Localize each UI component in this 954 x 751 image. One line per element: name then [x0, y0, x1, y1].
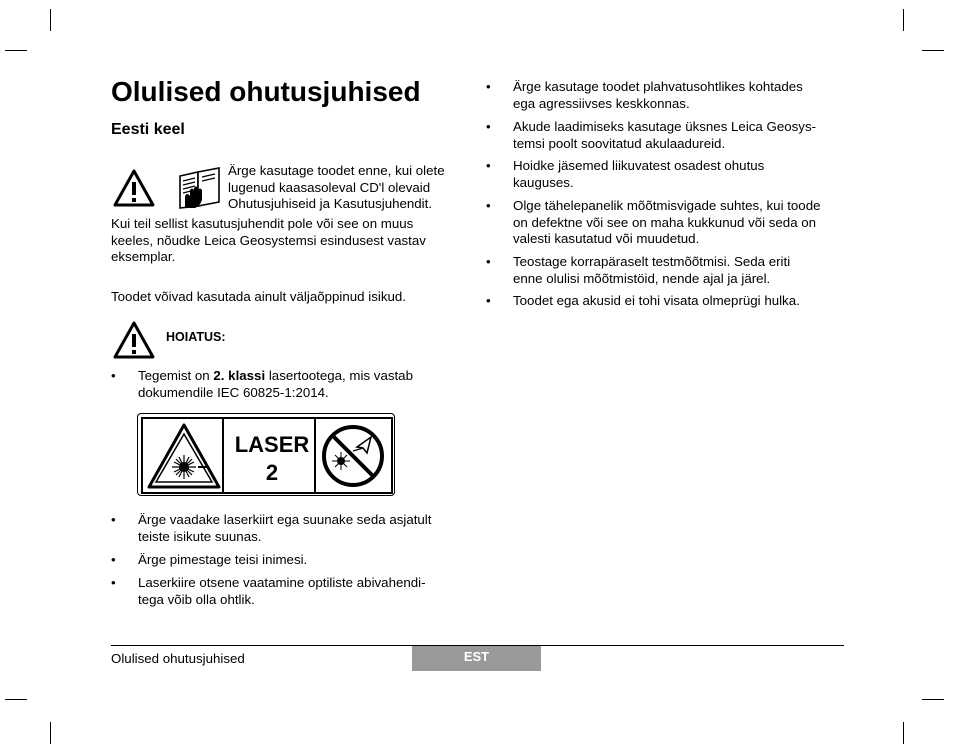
laser-class-text: dokumendile IEC 60825-1:2014. — [138, 384, 329, 400]
intro-line: keeles, nõudke Leica Geosystemsi esindusest vastav — [111, 232, 426, 248]
bullet: • — [486, 119, 491, 134]
crop-mark — [50, 722, 51, 744]
bullet: • — [486, 254, 491, 269]
footer-section-title: Olulised ohutusjuhised — [111, 651, 245, 666]
list-item-text: Akude laadimiseks kasutage üksnes Leica Geosys- — [513, 119, 817, 134]
intro-line: Ärge kasutage toodet enne, kui olete — [228, 163, 445, 178]
laser-word: LASER — [234, 432, 310, 457]
list-item-text: temsi poolt soovitatud akulaadureid. — [513, 135, 726, 151]
list-item-text: Olge tähelepanelik mõõtmisvigade suhtes, kui toode — [513, 198, 821, 213]
page-title: Olulised ohutusjuhised — [111, 76, 421, 107]
list-item-text: on defektne või see on maha kukkunud või seda on — [513, 214, 817, 230]
no-optical-viewing-icon — [319, 423, 387, 489]
language-tab: EST — [412, 646, 541, 671]
list-item-text: Ärge vaadake laserkiirt ega suunake seda asjatult — [138, 512, 432, 527]
list-item-text: teiste isikute suunas. — [138, 528, 262, 544]
manual-request-text — [111, 216, 426, 266]
bullet: • — [486, 198, 491, 213]
warning-label: HOIATUS: — [166, 330, 226, 344]
list-item-text: ega agressiivses keskkonnas. — [513, 95, 690, 111]
list-item-text: Teostage korrapäraselt testmõõtmisi. Seda eriti — [513, 254, 791, 269]
crop-mark — [903, 9, 904, 31]
intro-line: Ohutusjuhiseid ja Kasutusjuhendit. — [228, 196, 433, 211]
bullet: • — [486, 293, 491, 308]
qualified-users-text: Toodet võivad kasutada ainult väljaõppinud isikud. — [111, 289, 406, 304]
list-item-text: Hoidke jäsemed liikuvatest osadest ohutus — [513, 158, 765, 173]
crop-mark — [922, 50, 944, 51]
bullet: • — [111, 552, 116, 567]
list-item-text: kauguses. — [513, 174, 574, 190]
bullet: • — [111, 575, 116, 590]
crop-mark — [5, 699, 27, 700]
warning-triangle-icon — [112, 320, 156, 360]
crop-mark — [5, 50, 27, 51]
language-heading: Eesti keel — [111, 121, 185, 138]
bullet: • — [111, 368, 116, 383]
intro-line: Kui teil sellist kasutusjuhendit pole või see on muus — [111, 216, 414, 231]
crop-mark — [903, 722, 904, 744]
laser-label-frame — [141, 417, 393, 494]
list-item-text: Toodet ega akusid ei tohi visata olmeprügi hulka. — [513, 293, 800, 308]
bullet: • — [486, 79, 491, 94]
read-manual-icon — [177, 166, 222, 210]
laser-class-text-block — [229, 431, 315, 487]
label-divider — [222, 419, 224, 492]
laser-class-label — [137, 413, 395, 496]
warning-triangle-icon — [112, 168, 156, 208]
laser-class-text: lasertootega, mis vastab — [265, 368, 413, 383]
list-item-text: valesti kasutatud või muudetud. — [513, 231, 700, 246]
intro-line: eksemplar. — [111, 249, 176, 264]
laser-class-bold: 2. klassi — [213, 368, 266, 383]
laser-hazard-icon — [145, 421, 223, 491]
list-item-text: Ärge kasutage toodet plahvatusohtlikes kohtades — [513, 79, 803, 94]
label-divider — [314, 419, 316, 492]
crop-mark — [50, 9, 51, 31]
list-item-text: Laserkiire otsene vaatamine optiliste abivahendi- — [138, 575, 426, 590]
laser-class-number: 2 — [265, 460, 279, 485]
intro-line: lugenud kaasasoleval CD'l olevaid — [228, 179, 431, 195]
list-item-text: enne olulisi mõõtmistöid, nende ajal ja järel. — [513, 270, 771, 286]
intro-text — [228, 163, 445, 213]
list-item-text: Ärge pimestage teisi inimesi. — [138, 552, 308, 567]
list-item-text: tega võib olla ohtlik. — [138, 591, 255, 607]
bullet: • — [486, 158, 491, 173]
laser-class-text: Tegemist on — [138, 368, 214, 383]
bullet: • — [111, 512, 116, 527]
crop-mark — [922, 699, 944, 700]
